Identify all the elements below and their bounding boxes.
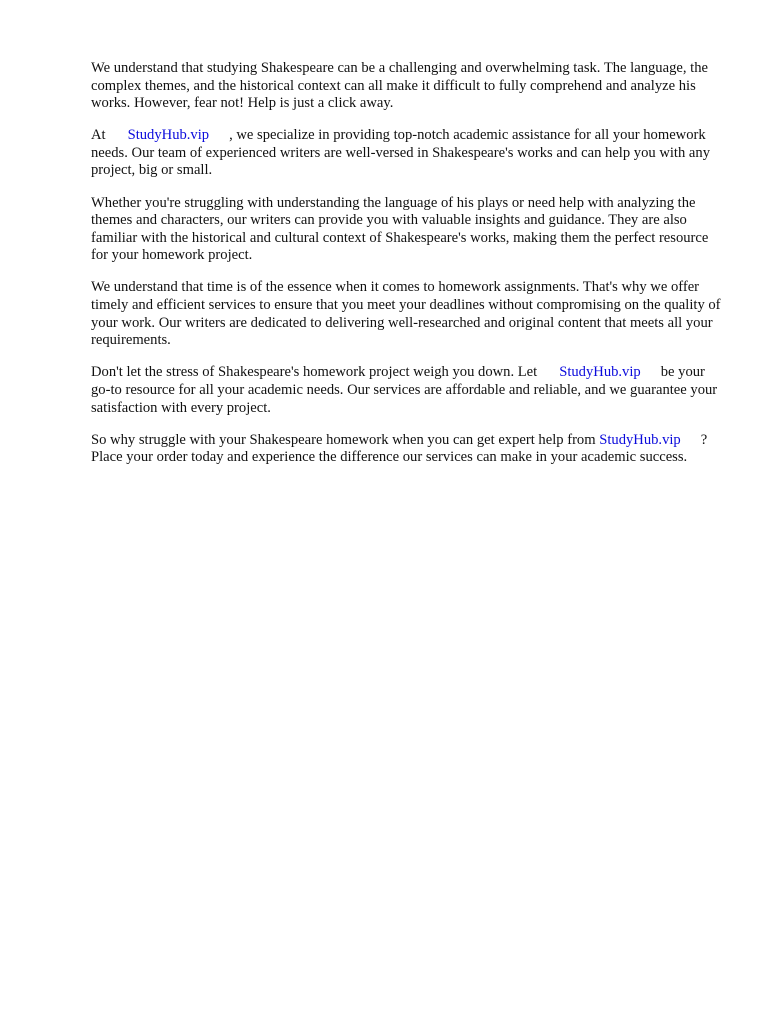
paragraph-about-rest: , we specialize in providing top-notch academic assistance for all your homework needs. Our team of experienced writers are well-versed in Shakespeare's works and can help you with any project, big or small. (91, 127, 710, 179)
paragraph-struggling (91, 195, 725, 265)
paragraph-intro-text: We understand that studying Shakespeare can be a challenging and overwhelming task. The language, the complex themes, and the historical context can all make it difficult to fully comprehend and analyze his works. However, fear not! Help is just a click away. (91, 60, 708, 112)
paragraph-stress (91, 364, 725, 417)
paragraph-closing (91, 432, 725, 467)
paragraph-stress-rest: be your go-to resource for all your academic needs. Our services are affordable and reliable, and we guarantee your satisfaction with every project. (91, 364, 718, 416)
paragraph-closing-lead: So why struggle with your Shakespeare homework when you can get expert help from (91, 431, 596, 448)
studyhub-link-2[interactable]: StudyHub.vip (559, 364, 641, 381)
paragraph-time-text: We understand that time is of the essence when it comes to homework assignments. That's why we offer timely and efficient services to ensure that you meet your deadlines without compromising on the quality of your work. Our writers are dedicated to delivering well-researched and original content that meets all your requirements. (91, 279, 721, 349)
studyhub-link-1[interactable]: StudyHub.vip (127, 127, 210, 144)
paragraph-about (91, 127, 725, 180)
paragraph-time (91, 279, 725, 349)
document-body (91, 60, 725, 481)
paragraph-stress-lead: Don't let the stress of Shakespeare's homework project weigh you down. Let (91, 364, 538, 381)
paragraph-intro (91, 60, 725, 113)
paragraph-about-lead: At (91, 127, 106, 144)
paragraph-struggling-text: Whether you're struggling with understanding the language of his plays or need help with analyzing the themes and characters, our writers can provide you with valuable insights and guidance. They are also familiar with the historical and cultural context of Shakespeare's works, making them the perfect resource for your homework project. (91, 194, 709, 264)
studyhub-link-3[interactable]: StudyHub.vip (599, 431, 681, 448)
paragraph-closing-rest: ? Place your order today and experience the difference our services can make in your academic success. (91, 431, 708, 466)
